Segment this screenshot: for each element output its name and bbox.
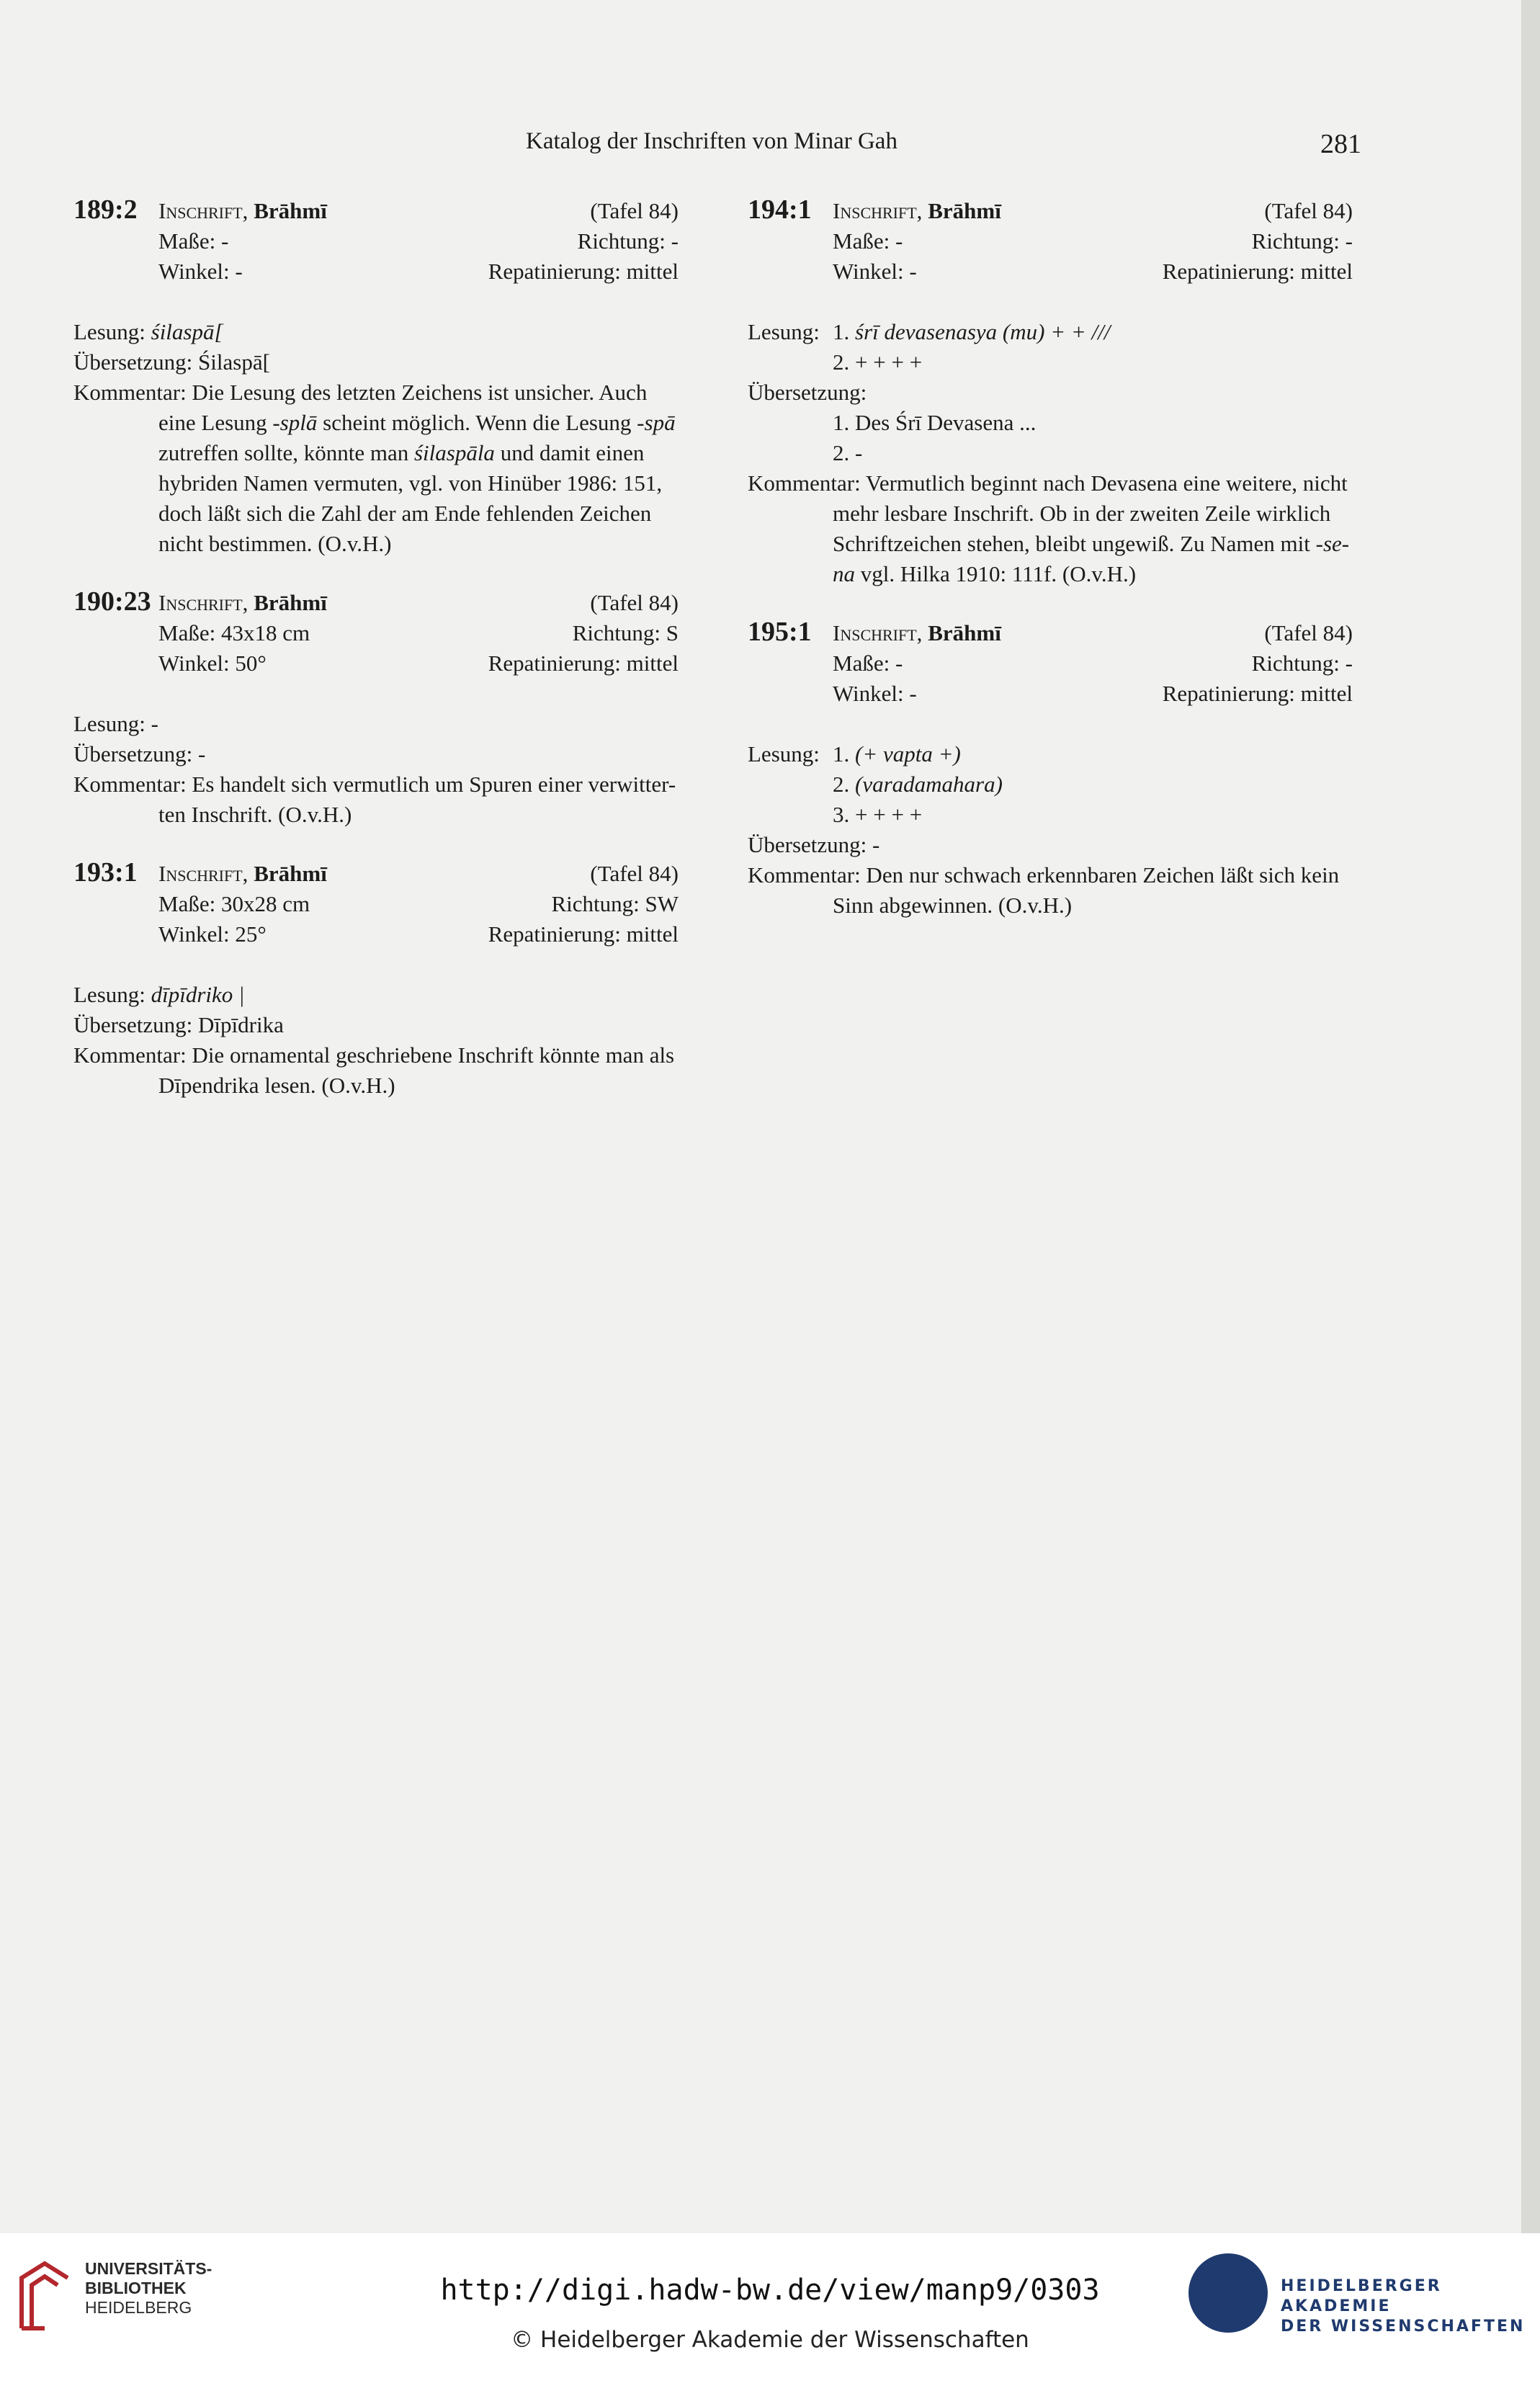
masse: Maße: 43x18 cm xyxy=(158,620,310,645)
page-edge xyxy=(1521,0,1540,2233)
academy-seal-icon xyxy=(1188,2253,1268,2333)
kommentar: Kommentar: Vermutlich beginnt nach Devasena eine weitere, nicht mehr lesbare Inschrift. Ob in der zweiten Zeile wirklich Schriftzeichen stehen, bleibt ungewiß. Zu Namen mit -se- na vgl. Hilka 1910: 111f. (O.v.H.) xyxy=(748,470,1350,586)
left-column xyxy=(73,195,679,1128)
tafel-ref: (Tafel 84) xyxy=(590,198,679,223)
right-column xyxy=(748,195,1353,948)
tafel-ref: (Tafel 84) xyxy=(590,861,679,886)
lesung: Lesung: - xyxy=(73,711,158,736)
uebersetzung: Übersetzung: Śilaspā[ xyxy=(73,349,270,375)
source-url-link[interactable]: http://digi.hadw-bw.de/view/manp9/0303 xyxy=(440,2274,1100,2307)
richtung: Richtung: - xyxy=(577,228,679,254)
masse: Maße: - xyxy=(158,228,229,254)
entry-195-1 xyxy=(748,617,1353,921)
footer-bar xyxy=(0,2233,1540,2391)
repatinierung: Repatinierung: mittel xyxy=(1162,681,1353,706)
kommentar: Kommentar: Den nur schwach erkennbaren Zeichen läßt sich kein Sinn abgewinnen. (O.v.H.) xyxy=(748,862,1340,918)
masse: Maße: - xyxy=(833,228,903,254)
lesung: Lesung: dīpīdriko | xyxy=(73,982,245,1007)
richtung: Richtung: SW xyxy=(551,891,679,916)
kommentar: Kommentar: Die Lesung des letzten Zeichens ist unsicher. Auch eine Lesung -splā scheint möglich. Wenn die Lesung -spā zutreffen sollte, könnte man śilaspāla und damit einen hybriden Namen vermuten, vgl. von Hinüber 1986: 151, doch läßt sich die Zahl der am Ende fehlenden Zeichen nicht bestimmen. (O.v.H.) xyxy=(73,380,676,556)
entry-id: 189:2 xyxy=(73,195,138,225)
uebersetzung: Übersetzung: - xyxy=(748,832,880,857)
repatinierung: Repatinierung: mittel xyxy=(488,651,679,676)
lesung: Lesung: 1. (+ vapta +) 2. (varadamahara) 3. + + + + xyxy=(748,741,1003,827)
repatinierung: Repatinierung: mittel xyxy=(1162,259,1353,284)
entry-id: 193:1 xyxy=(73,857,138,888)
repatinierung: Repatinierung: mittel xyxy=(488,921,679,947)
lesung: Lesung: śilaspā[ xyxy=(73,319,223,344)
uebersetzung: Übersetzung: Dīpīdrika xyxy=(73,1012,284,1037)
page-number: 281 xyxy=(1320,129,1361,159)
winkel: Winkel: 25° xyxy=(158,921,267,947)
repatinierung: Repatinierung: mittel xyxy=(488,259,679,284)
entry-type: Inschrift, Brāhmī xyxy=(158,590,327,615)
entry-type: Inschrift, Brāhmī xyxy=(833,620,1001,645)
entry-id: 195:1 xyxy=(748,617,812,647)
masse: Maße: 30x28 cm xyxy=(158,891,310,916)
masse: Maße: - xyxy=(833,651,903,676)
uebersetzung: Übersetzung: 1. Des Śrī Devasena ... 2. - xyxy=(748,380,1037,465)
richtung: Richtung: - xyxy=(1251,228,1353,254)
tafel-ref: (Tafel 84) xyxy=(1264,620,1353,645)
winkel: Winkel: - xyxy=(833,259,917,284)
winkel: Winkel: - xyxy=(158,259,243,284)
winkel: Winkel: - xyxy=(833,681,917,706)
entry-id: 190:23 xyxy=(73,586,151,617)
entry-type: Inschrift, Brāhmī xyxy=(158,198,327,223)
kommentar: Kommentar: Es handelt sich vermutlich um Spuren einer verwitter- ten Inschrift. (O.v.H.) xyxy=(73,772,676,827)
entry-type: Inschrift, Brāhmī xyxy=(833,198,1001,223)
library-name: UNIVERSITÄTS- BIBLIOTHEK HEIDELBERG xyxy=(85,2259,212,2317)
tafel-ref: (Tafel 84) xyxy=(1264,198,1353,223)
running-title: Katalog der Inschriften von Minar Gah xyxy=(526,128,897,154)
entry-190-23 xyxy=(73,586,679,830)
entry-194-1 xyxy=(748,195,1353,589)
entry-193-1 xyxy=(73,857,679,1101)
uebersetzung: Übersetzung: - xyxy=(73,741,206,767)
entry-type: Inschrift, Brāhmī xyxy=(158,861,327,886)
richtung: Richtung: S xyxy=(572,620,679,645)
entry-189-2 xyxy=(73,195,679,559)
richtung: Richtung: - xyxy=(1251,651,1353,676)
tafel-ref: (Tafel 84) xyxy=(590,590,679,615)
entry-id: 194:1 xyxy=(748,195,812,225)
kommentar: Kommentar: Die ornamental geschriebene Inschrift könnte man als Dīpendrika lesen. (O.v.H.) xyxy=(73,1042,675,1098)
winkel: Winkel: 50° xyxy=(158,651,267,676)
copyright-notice: © Heidelberger Akademie der Wissenschaften xyxy=(511,2327,1029,2353)
lesung: Lesung: 1. śrī devasenasya (mu) + + /// 2. + + + + xyxy=(748,319,1111,375)
academy-name: HEIDELBERGER AKADEMIE DER WISSENSCHAFTEN xyxy=(1281,2277,1526,2336)
